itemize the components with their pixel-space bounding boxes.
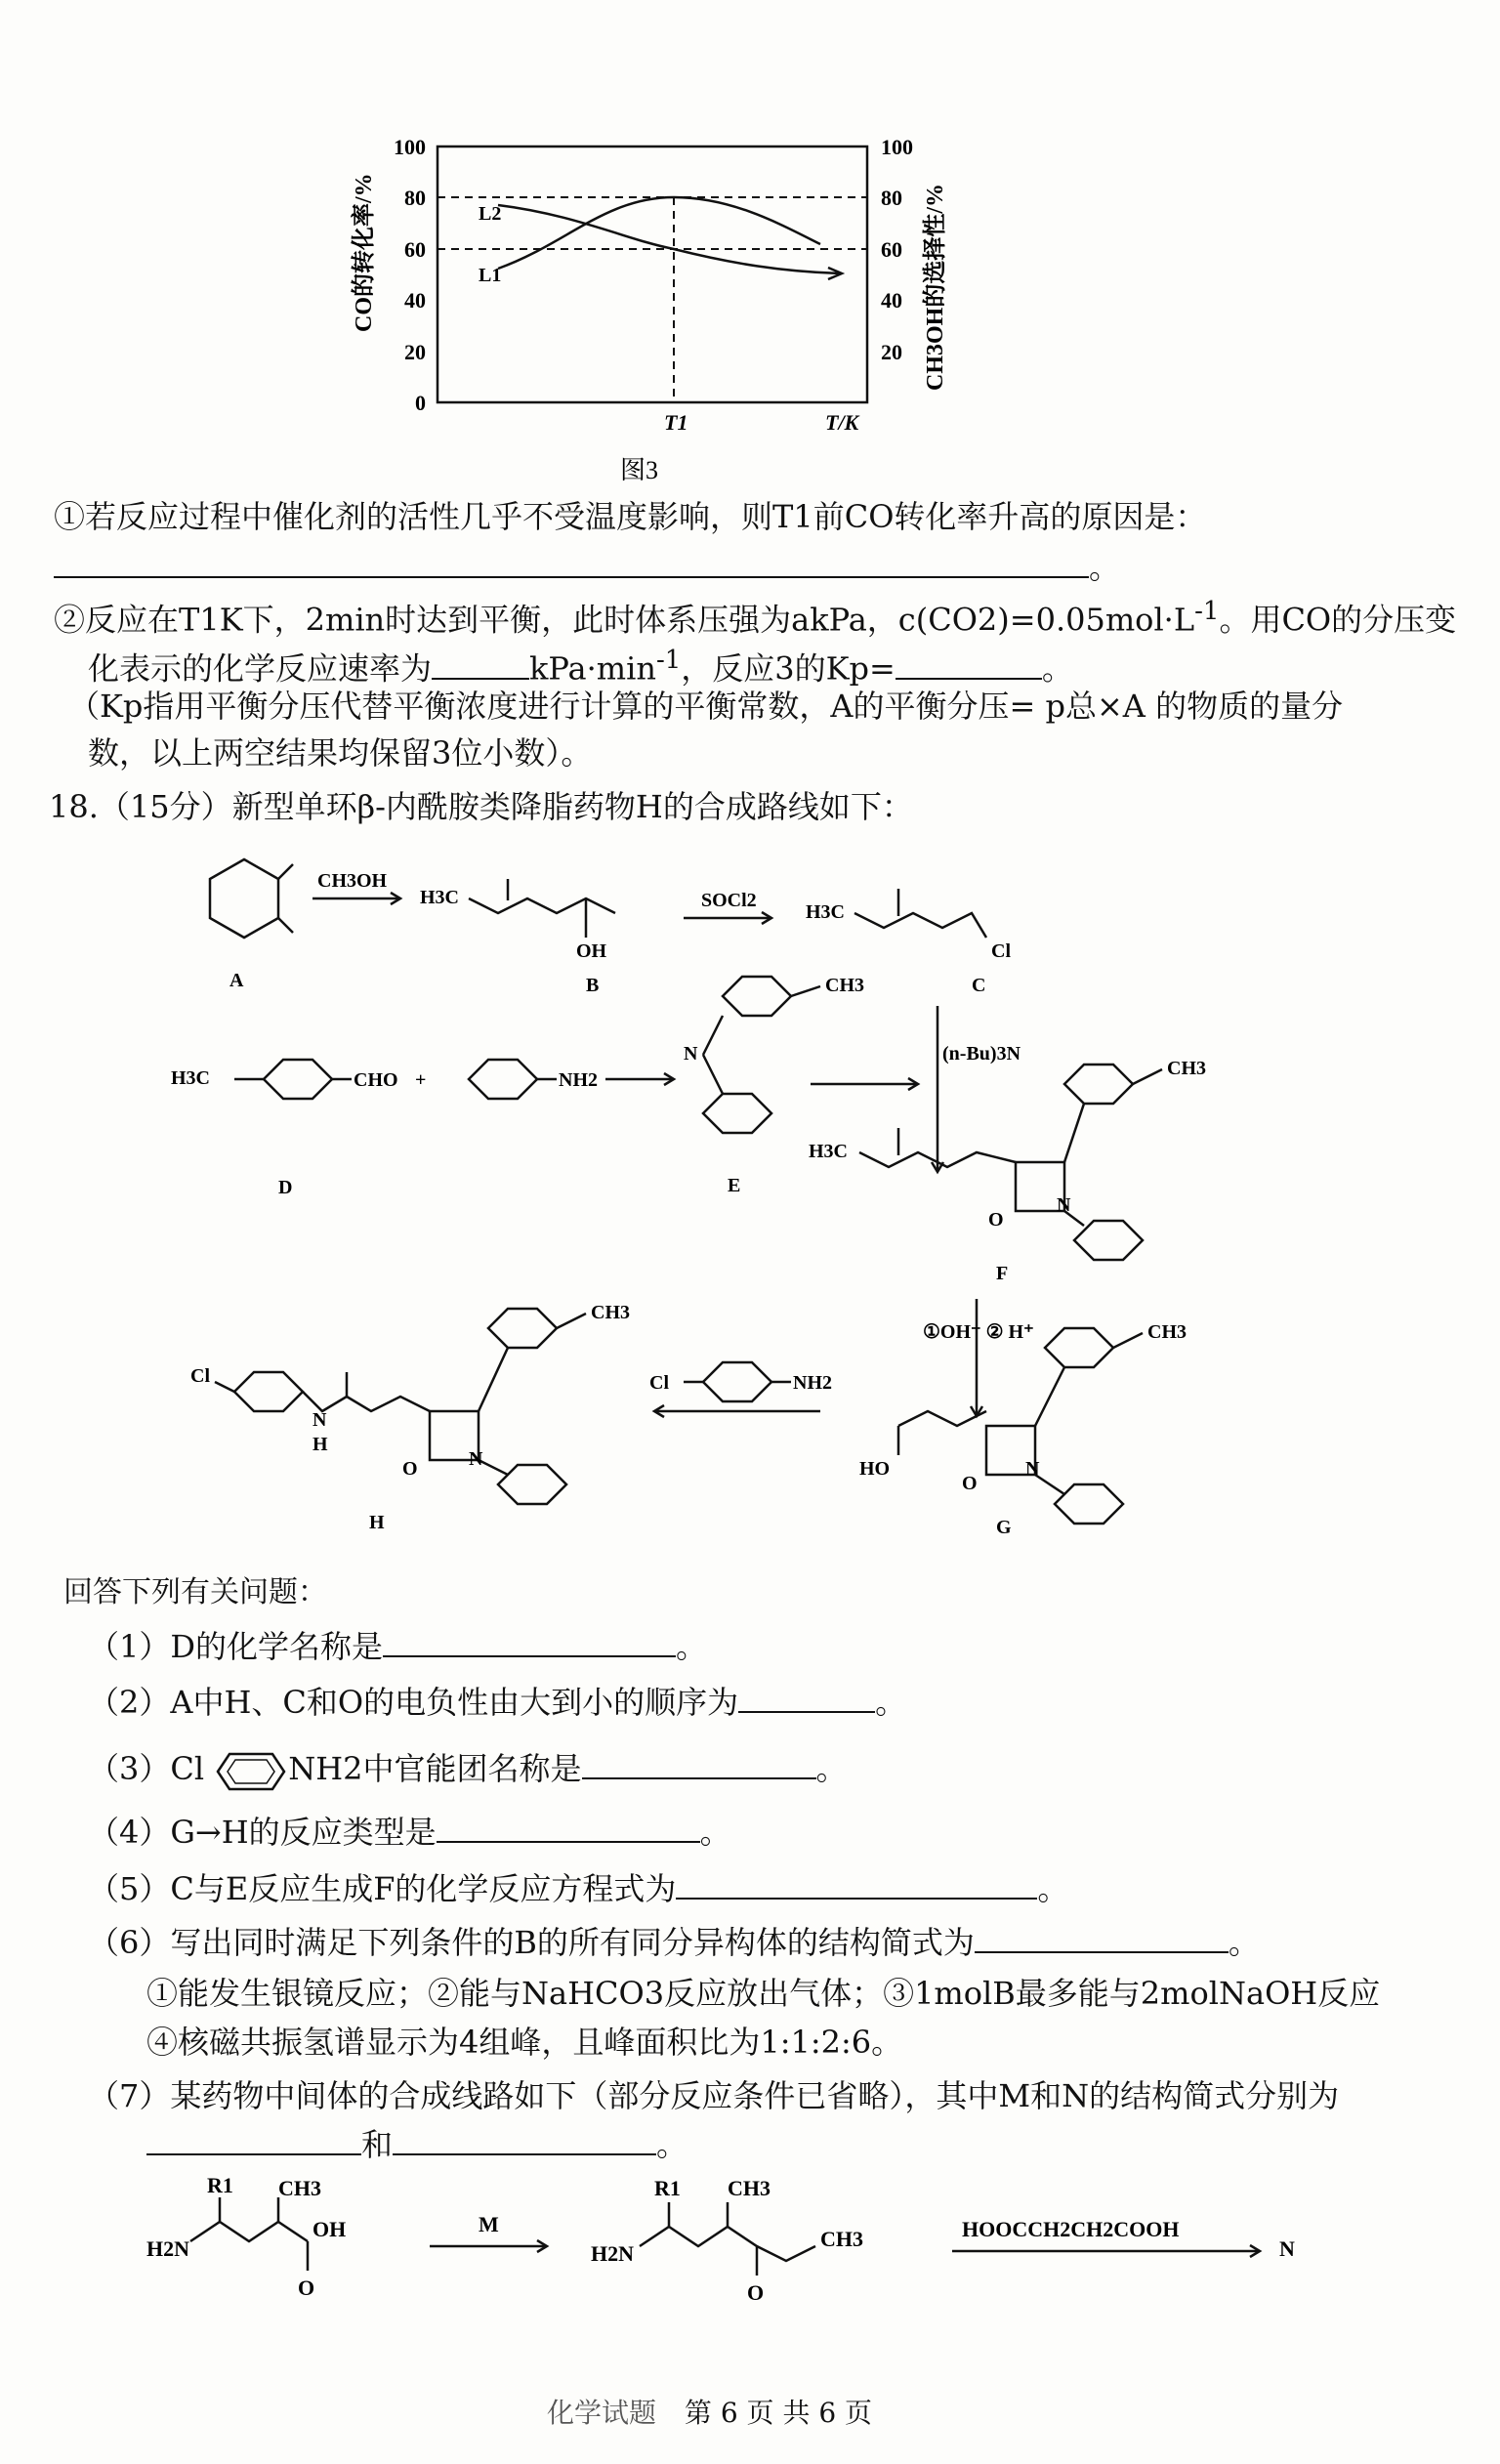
structure-b-chain [469,898,615,913]
structure-chloroaniline-ring [703,1362,771,1401]
structure-f-ring-bottom [1074,1221,1143,1260]
h-n-lactam: N [469,1448,483,1470]
curve-l2 [498,205,840,273]
figure-caption: 图3 [620,456,659,484]
q18-header: 18.（15分）新型单环β-内酰胺类降脂药物H的合成路线如下： [49,788,913,825]
footer-subject: 化学试题 [547,2397,657,2429]
structure-g-chain [898,1411,986,1426]
route7-ch3-c: CH3 [820,2227,863,2251]
h-o: O [402,1458,418,1480]
label-h: H [369,1512,385,1533]
tick-left-80: 80 [404,186,426,210]
tick-right-100: 100 [881,137,913,159]
plot-frame [438,146,867,402]
q18-s6-conditions-2: ④核磁共振氢谱显示为4组峰，且峰面积比为1:1:2:6。 [146,2024,903,2061]
h-ch3: CH3 [591,1302,630,1323]
footer [547,2393,872,2434]
label-c: C [972,975,986,996]
structure-d-ring [264,1060,332,1099]
plus-sign: + [415,1069,427,1091]
q17-part3a: （Kp指用平衡分压代替平衡浓度进行计算的平衡常数，A的平衡分压= p总×A 的物质的量分 [68,688,1344,725]
l1-label: L1 [479,265,502,286]
structure-g-ring-bottom [1055,1484,1123,1524]
reagent-nh2: NH2 [793,1372,832,1394]
route-7 [0,2168,1500,2315]
figure-3 [342,137,947,488]
answer-blank-q17-1[interactable] [54,547,1089,578]
q17-part1 [54,496,1206,537]
h-h: H [312,1434,328,1455]
q17-part2a: ②反应在T1K下，2min时达到平衡，此时体系压强为akPa，$c(CO2)=0.05mol\cdot L^{-1}$。用CO的分压变 [54,597,1457,639]
route7-o-a: O [298,2276,315,2300]
tick-left-40: 40 [404,288,426,313]
reagent-ch3oh: CH3OH [317,870,388,892]
structure-g-ring-top [1045,1328,1113,1367]
label-b: B [586,975,600,996]
structure-h-chain [303,1392,430,1411]
tick-left-20: 20 [404,340,426,364]
structure-f-ring-top [1064,1065,1133,1104]
answer-blank-s4[interactable] [437,1812,700,1843]
structure-h-ring-left [234,1372,303,1411]
answer-blank-s2[interactable] [738,1682,875,1713]
q18-s4: （4）G→H的反应类型是 。 [88,1814,731,1851]
g-o: O [962,1473,978,1494]
answer-blank-s1[interactable] [383,1626,676,1657]
reagent-nbu3n: (n-Bu)3N [942,1043,1021,1065]
curve-l1 [498,197,820,269]
x-axis-label: T/K [825,410,859,435]
reagent-oh-h: ①OH⁻ ② H⁺ [923,1321,1034,1343]
y-left-label: CO的转化率/% [352,173,377,332]
label-g: G [996,1517,1012,1533]
answer-blank-kp[interactable] [896,648,1042,680]
route7-ch3-b: CH3 [728,2176,771,2200]
structure-e-ring-bottom [703,1094,771,1133]
q17-p1-text: ①若反应过程中催化剂的活性几乎不受温度影响，则T1前CO转化率升高的原因是： [54,498,1207,535]
q18-s6: （6）写出同时满足下列条件的B的所有同分异构体的结构简式为 。 [88,1924,1260,1961]
q17-part1-answer: 。 [54,547,1120,588]
structure-aniline-ring [469,1060,537,1099]
answer-blank-m[interactable] [146,2124,361,2155]
q18-s5: （5）C与E反应生成F的化学反应方程式为 。 [88,1870,1069,1907]
tick-left-60: 60 [404,237,426,262]
left-ticks [394,137,426,415]
route7-oh: OH [312,2217,347,2241]
y-right-label: CH3OH的选择性/% [923,183,947,391]
f-h3c: H3C [809,1141,848,1162]
d-cho: CHO [354,1069,398,1091]
reagent-cl: Cl [649,1372,669,1394]
answer-blank-s5[interactable] [676,1868,1037,1900]
structure-a-ring [210,859,278,938]
e-n: N [684,1043,698,1065]
tick-left-0: 0 [415,391,426,415]
label-d: D [278,1177,293,1198]
g-ho: HO [859,1458,891,1480]
figure-3-chart [342,137,947,488]
t1-label: T1 [664,410,688,435]
route7-n: N [1279,2236,1295,2261]
c-h3c: H3C [806,901,845,923]
g-ch3: CH3 [1147,1321,1187,1343]
f-o: O [988,1209,1004,1231]
route7-reagent: HOOCCH2CH2COOH [962,2217,1180,2241]
q18-s2: （2）A中H、C和O的电负性由大到小的顺序为 。 [88,1684,907,1721]
reagent-socl2: SOCl2 [701,890,757,911]
route7-reactant-chain [190,2222,308,2241]
structure-h-ring-bottom [498,1465,566,1504]
answer-blank-s3[interactable] [582,1748,816,1779]
f-ch3: CH3 [1167,1058,1206,1079]
q18-s1: （1）D的化学名称是 。 [88,1628,708,1665]
f-n: N [1057,1194,1071,1216]
route7-o-b: O [747,2280,765,2305]
b-oh: OH [576,940,607,962]
q17-part3b: 数，以上两空结果均保留3位小数）。 [88,734,593,772]
tick-right-20: 20 [881,340,902,364]
route7-m: M [479,2212,499,2236]
q18-intro: 回答下列有关问题： [63,1575,327,1609]
answer-blank-rate[interactable] [432,648,529,680]
label-e: E [728,1175,741,1196]
b-h3c: H3C [420,887,459,908]
structure-e-ring-top [723,977,791,1016]
d-h3c: H3C [171,1067,210,1089]
route7-ester-chain [640,2227,815,2261]
label-f: F [996,1263,1009,1284]
route7-ch3-a: CH3 [278,2176,321,2200]
tick-right-80: 80 [881,186,902,210]
g-n: N [1025,1458,1040,1480]
h-cl: Cl [190,1365,210,1387]
answer-blank-s6[interactable] [975,1922,1229,1953]
l2-label: L2 [479,203,502,225]
answer-blank-n[interactable] [393,2124,656,2155]
aniline-nh2: NH2 [559,1069,598,1091]
q18-s7-blanks: 和 。 [146,2124,688,2165]
tick-left-100: 100 [394,137,426,159]
synthesis-route [0,830,1500,1533]
route7-h2n-b: H2N [591,2241,634,2266]
right-ticks [881,137,913,364]
h-n: N [312,1409,327,1431]
q18-s3: （3）Cl NH2中官能团名称是 。 [88,1748,848,1791]
c-cl: Cl [991,940,1011,962]
q18-s7: （7）某药物中间体的合成线路如下（部分反应条件已省略），其中M和N的结构简式分别为 [88,2077,1340,2114]
footer-page-number: 第 6 页 共 6 页 [684,2397,873,2429]
tick-right-60: 60 [881,237,902,262]
q17-part2b: 化表示的化学反应速率为 $kPa\cdot\min^{-1}$，反应3的Kp= 。 [88,646,1073,688]
route7-r1-a: R1 [207,2173,233,2197]
e-ch3: CH3 [825,975,864,996]
tick-right-40: 40 [881,288,902,313]
route7-r1-b: R1 [654,2176,681,2200]
structure-c-chain [854,913,986,938]
benzene-ring-icon [214,1752,288,1791]
label-a: A [229,970,244,991]
route7-h2n-a: H2N [146,2236,189,2261]
structure-h-ring-top [488,1309,557,1348]
q18-s6-conditions-1: ①能发生银镜反应；②能与NaHCO3反应放出气体；③1molB最多能与2molNaOH反应 [146,1975,1381,2012]
